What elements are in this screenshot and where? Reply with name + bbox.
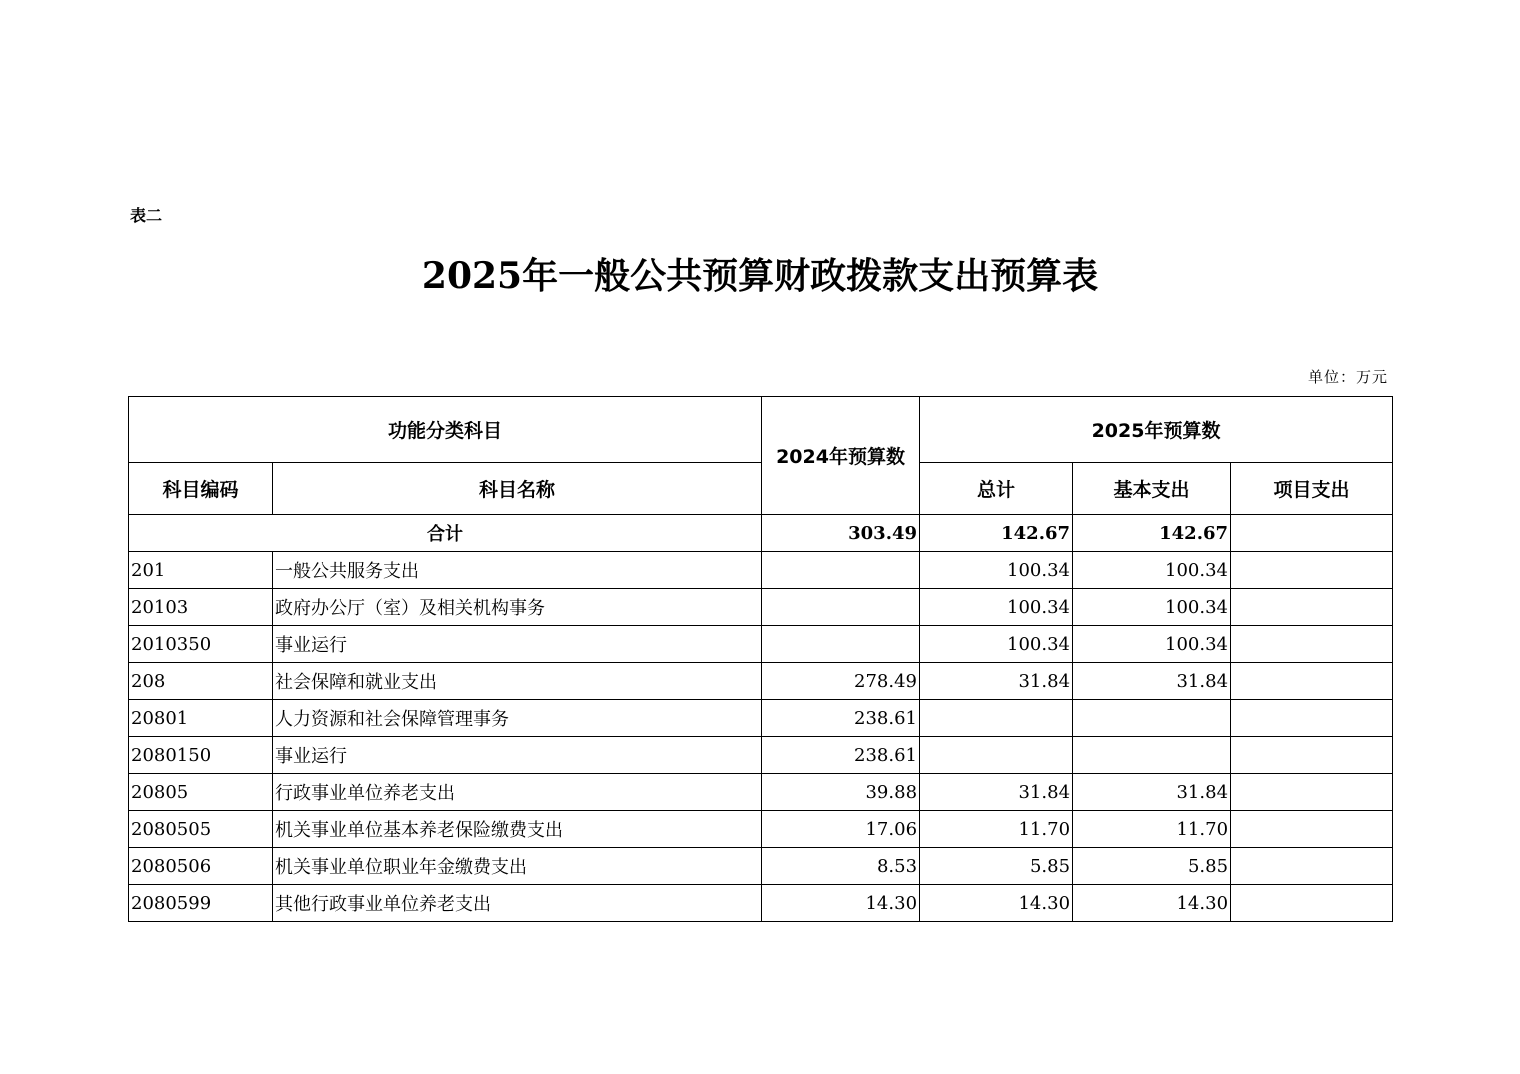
prev-budget [762, 552, 920, 589]
header-2025-budget: 2025年预算数 [920, 397, 1393, 463]
current-total: 31.84 [920, 774, 1073, 811]
current-project [1231, 811, 1393, 848]
total-row [129, 515, 1393, 552]
table-row [129, 848, 1393, 885]
prev-budget [762, 589, 920, 626]
table-row [129, 885, 1393, 922]
table-number-label: 表二 [130, 206, 163, 225]
total-current-total: 142.67 [920, 515, 1073, 552]
prev-budget: 39.88 [762, 774, 920, 811]
current-project [1231, 700, 1393, 737]
current-total: 14.30 [920, 885, 1073, 922]
current-basic: 31.84 [1073, 774, 1231, 811]
table-row [129, 700, 1393, 737]
subject-name: 其他行政事业单位养老支出 [273, 885, 762, 922]
table-row [129, 811, 1393, 848]
current-project [1231, 737, 1393, 774]
current-project [1231, 589, 1393, 626]
total-prev-budget: 303.49 [762, 515, 920, 552]
subject-name: 事业运行 [273, 626, 762, 663]
table-row [129, 774, 1393, 811]
subject-code: 2080505 [129, 811, 273, 848]
subject-code: 20103 [129, 589, 273, 626]
current-project [1231, 848, 1393, 885]
table-row [129, 589, 1393, 626]
current-basic: 14.30 [1073, 885, 1231, 922]
current-basic: 100.34 [1073, 589, 1231, 626]
current-project [1231, 626, 1393, 663]
table-row [129, 626, 1393, 663]
total-label: 合计 [129, 515, 762, 552]
budget-table [128, 396, 1393, 922]
subject-name: 事业运行 [273, 737, 762, 774]
table-row [129, 663, 1393, 700]
subject-code: 2010350 [129, 626, 273, 663]
header-row-1 [129, 397, 1393, 463]
current-total: 11.70 [920, 811, 1073, 848]
current-project [1231, 885, 1393, 922]
header-project-expenditure: 项目支出 [1231, 463, 1393, 515]
subject-name: 一般公共服务支出 [273, 552, 762, 589]
header-row-2 [129, 463, 1393, 515]
prev-budget: 238.61 [762, 737, 920, 774]
current-basic: 31.84 [1073, 663, 1231, 700]
prev-budget [762, 626, 920, 663]
header-subject-name: 科目名称 [273, 463, 762, 515]
subject-code: 2080599 [129, 885, 273, 922]
current-project [1231, 552, 1393, 589]
document-title: 2025年一般公共预算财政拨款支出预算表 [421, 255, 1099, 297]
header-subject-code: 科目编码 [129, 463, 273, 515]
current-basic [1073, 700, 1231, 737]
subject-name: 机关事业单位基本养老保险缴费支出 [273, 811, 762, 848]
subject-name: 人力资源和社会保障管理事务 [273, 700, 762, 737]
subject-code: 201 [129, 552, 273, 589]
current-total: 100.34 [920, 552, 1073, 589]
subject-name: 社会保障和就业支出 [273, 663, 762, 700]
subject-name: 政府办公厅（室）及相关机构事务 [273, 589, 762, 626]
header-basic-expenditure: 基本支出 [1073, 463, 1231, 515]
header-total: 总计 [920, 463, 1073, 515]
prev-budget: 8.53 [762, 848, 920, 885]
subject-code: 20805 [129, 774, 273, 811]
table-row [129, 737, 1393, 774]
subject-code: 2080150 [129, 737, 273, 774]
prev-budget: 238.61 [762, 700, 920, 737]
current-basic: 5.85 [1073, 848, 1231, 885]
current-total: 5.85 [920, 848, 1073, 885]
current-project [1231, 774, 1393, 811]
total-current-basic: 142.67 [1073, 515, 1231, 552]
current-basic: 11.70 [1073, 811, 1231, 848]
current-total [920, 737, 1073, 774]
current-total: 100.34 [920, 626, 1073, 663]
current-basic: 100.34 [1073, 552, 1231, 589]
subject-code: 208 [129, 663, 273, 700]
prev-budget: 17.06 [762, 811, 920, 848]
header-2024-budget: 2024年预算数 [762, 397, 920, 515]
unit-label: 单位：万元 [1307, 368, 1388, 386]
prev-budget: 14.30 [762, 885, 920, 922]
subject-name: 行政事业单位养老支出 [273, 774, 762, 811]
subject-code: 20801 [129, 700, 273, 737]
table-row [129, 552, 1393, 589]
current-total: 31.84 [920, 663, 1073, 700]
header-function-category: 功能分类科目 [129, 397, 762, 463]
current-total [920, 700, 1073, 737]
current-total: 100.34 [920, 589, 1073, 626]
total-current-project [1231, 515, 1393, 552]
prev-budget: 278.49 [762, 663, 920, 700]
subject-name: 机关事业单位职业年金缴费支出 [273, 848, 762, 885]
current-basic: 100.34 [1073, 626, 1231, 663]
current-basic [1073, 737, 1231, 774]
subject-code: 2080506 [129, 848, 273, 885]
current-project [1231, 663, 1393, 700]
